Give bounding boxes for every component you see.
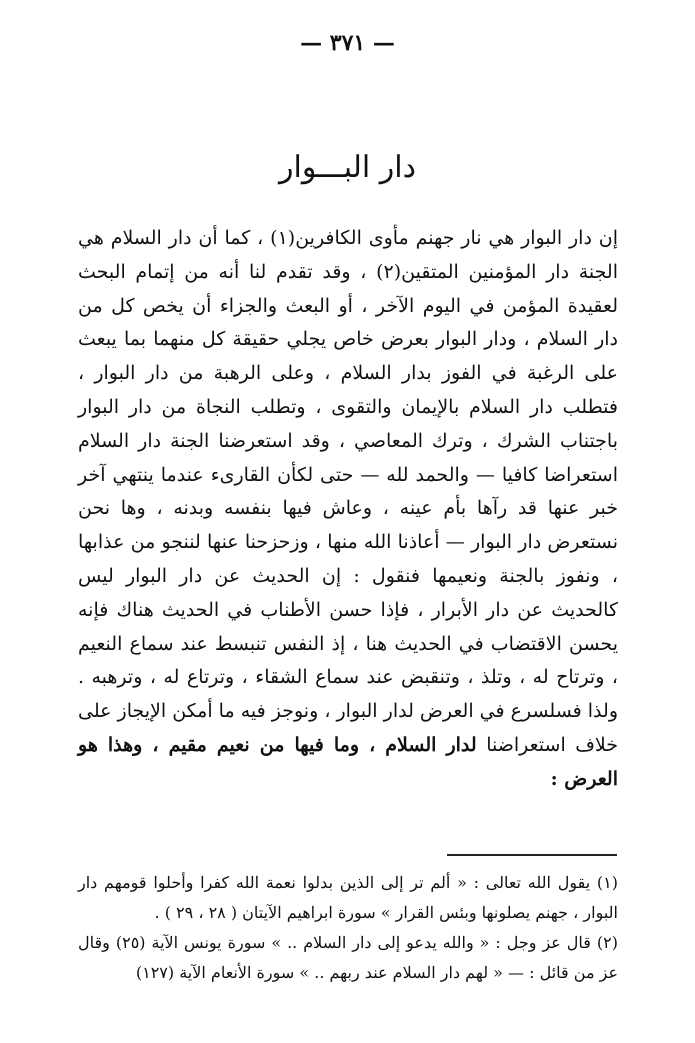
footnote-divider: [447, 854, 617, 856]
body-text-regular: إن دار البوار هي نار جهنم مأوى الكافرين(١) ، كما أن دار السلام هي الجنة دار المؤمنين المتقين(٢) ، وقد تقدم لنا أنه من إتمام البحث لعقيدة المؤمن في اليوم الآخر ، أو البعث والجزاء أن يخص كل من دار السلام ، ودار البوار بعرض خاص يجلي حقيقة كل منهما بما يبعث على الرغبة في الفوز بدار السلام ، وعلى الرهبة من دار البوار ، فتطلب دار السلام بالإيمان والتقوى ، وتطلب النجاة من دار البوار باجتناب الشرك ، وترك المعاصي ، وقد استعرضنا الجنة دار السلام استعراضا كافيا — والحمد لله — حتى لكأن القارىء عندما ينتهي آخر خبر عنها قد رآها بأم عينه ، وعاش فيها بنفسه وبدنه ، وها نحن نستعرض دار البوار — أعاذنا الله منها ، وزحزحنا عنها لننجو من عذابها ، ونفوز بالجنة ونعيمها فنقول : إن الحديث عن دار البوار ليس كالحديث عن دار الأبرار ، فإذا حسن الأطناب في الحديث هناك فإنه يحسن الاقتضاب في الحديث هنا ، إذ النفس تنبسط عند سماع النعيم ، وترتاح له ، وتلذ ، وتنقبض عند سماع الشقاء ، وترتاع له ، وترهبه . ولذا فسلسرع في العرض لدار البوار ، ونوجز فيه ما أمكن الإيجاز على خلاف استعراضنا: [78, 227, 618, 756]
page-number: — ٣٧١ —: [300, 30, 395, 56]
footnotes: [78, 868, 618, 988]
body-text: [78, 222, 618, 797]
chapter-title: دار البـــوار: [279, 150, 416, 185]
body-paragraph: [78, 222, 618, 797]
body-text-bold: لدار السلام ، وما فيها من نعيم مقيم ، وهذا هو العرض :: [78, 733, 618, 790]
footnote-1: (١) يقول الله تعالى : « ألم تر إلى الذين بدلوا نعمة الله كفرا وأحلوا قومهم دار البوار ، جهنم يصلونها وبئس القرار » سورة ابراهيم الآيتان ( ٢٨ ، ٢٩ ) .: [78, 873, 618, 922]
footnote-2: (٢) قال عز وجل : « والله يدعو إلى دار السلام .. » سورة يونس الآية (٢٥) وقال عز من قائل : — « لهم دار السلام عند ربهم .. » سورة الأنعام الآية (١٢٧): [78, 933, 619, 982]
